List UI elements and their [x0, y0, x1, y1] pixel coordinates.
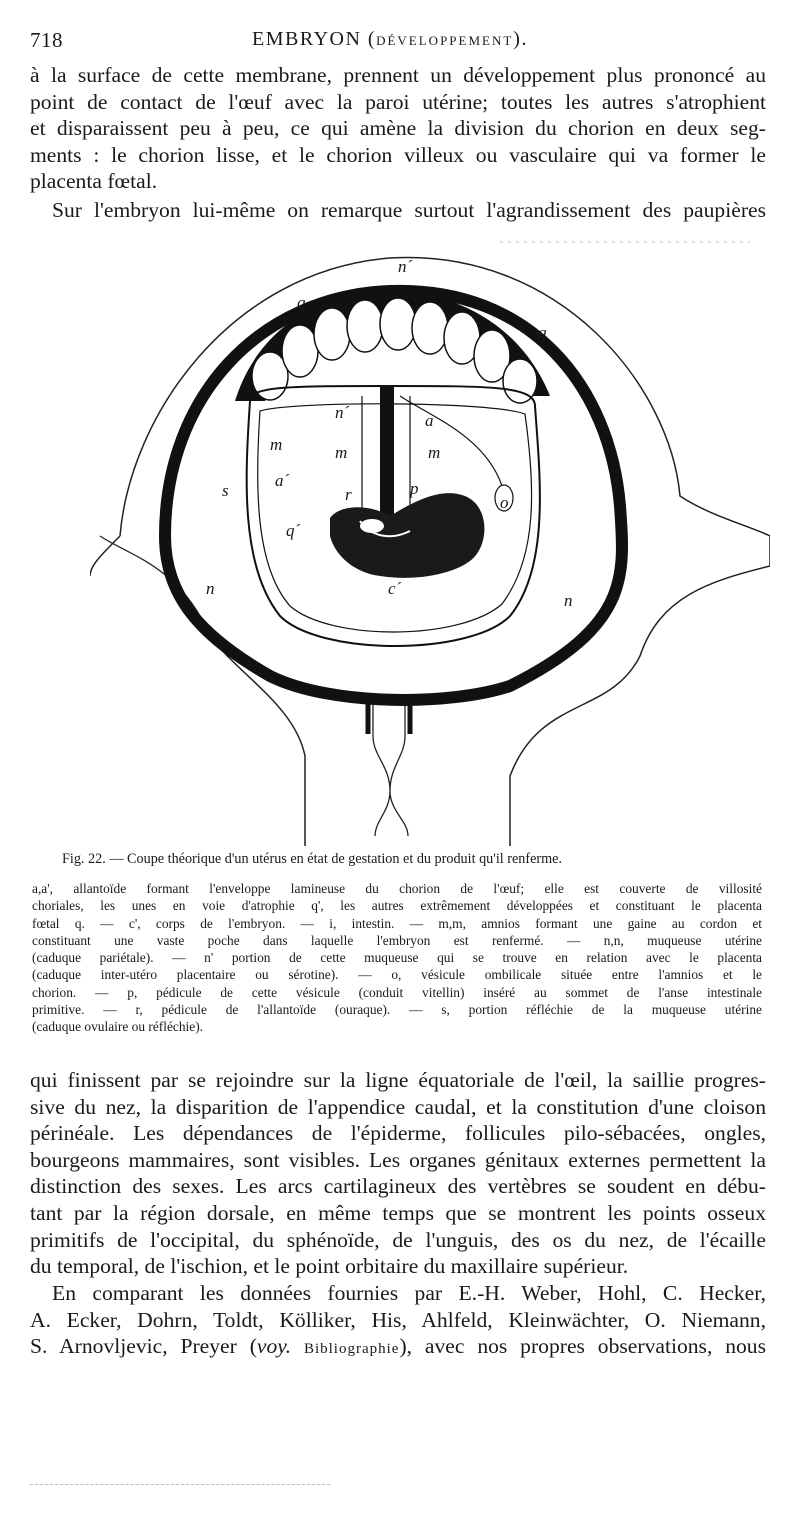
- text-line: tant par la région dorsale, en même temps que se montrent les points osseux: [30, 1200, 766, 1225]
- text-fragment: S. Arnovljevic, Preyer (: [30, 1334, 257, 1359]
- vitelline-duct: [400, 396, 502, 486]
- figure-caption-text: — Coupe théorique d'un utérus en état de gestation et du produit qu'il renferme.: [109, 851, 562, 867]
- page-number: 718: [30, 28, 63, 52]
- umbilical-cord: [380, 386, 394, 526]
- label-q-right: q: [538, 323, 547, 342]
- label-n-prime-mid: n´: [335, 403, 350, 422]
- text-line: qui finissent par se rejoindre sur la ligne équatoriale de l'œil, la saillie progres-: [30, 1068, 766, 1092]
- legend-line: (caduque inter-utéro placentaire ou sérotine). — o, vésicule ombilicale située entre l'amnios et le: [32, 967, 762, 983]
- top-paragraph: [30, 62, 766, 195]
- label-a: a: [425, 411, 434, 430]
- running-title: [252, 28, 528, 51]
- running-title-end: ).: [513, 28, 528, 50]
- label-q-left: q: [297, 293, 306, 312]
- embryo-loop: [360, 519, 384, 533]
- text-line: primitifs de l'occipital, du sphénoïde, de l'unguis, des os du nez, de l'écaille: [30, 1227, 766, 1252]
- figure-number: Fig. 22.: [62, 851, 106, 867]
- text-line: sive du nez, la disparition de l'appendice caudal, et la constitution d'une cloison: [30, 1094, 766, 1119]
- text-fragment: ), avec nos propres observations, nous: [399, 1334, 767, 1359]
- legend-line: choriales, les unes en voie d'atrophie q', les autres extrêmement développées et constituant le placenta: [32, 898, 762, 914]
- text-line: point de contact de l'œuf avec la paroi utérine; toutes les autres s'atrophient: [30, 89, 766, 114]
- embryo-body: [330, 493, 484, 578]
- scan-artifact-footer: [30, 1484, 330, 1487]
- text-line: A. Ecker, Dohrn, Toldt, Kölliker, His, Ahlfeld, Kleinwächter, O. Niemann,: [30, 1307, 766, 1332]
- text-line: à la surface de cette membrane, prennent un développement plus prononcé au: [30, 63, 766, 87]
- label-s: s: [222, 481, 229, 500]
- text-line: En comparant les données fournies par E.-H. Weber, Hohl, C. Hecker,: [52, 1281, 766, 1305]
- legend-line: (caduque ovulaire ou réfléchie).: [32, 1019, 204, 1035]
- voy-abbrev: voy.: [256, 1334, 292, 1359]
- figure-legend: [32, 880, 762, 1036]
- text-line: placenta fœtal.: [30, 169, 158, 194]
- legend-line: fœtal q. — c', corps de l'embryon. — i, intestin. — m,m, amnios formant une gaine au cordon et: [32, 915, 762, 931]
- legend-line: chorion. — p, pédicule de cette vésicule (conduit vitellin) inséré au sommet de l'anse intestinale: [32, 984, 762, 1000]
- label-c-prime: c´: [388, 579, 402, 598]
- bibliographie-link: Bibliographie: [303, 1341, 400, 1358]
- text-line: et disparaissent peu à peu, ce qui amène la division du chorion en deux seg-: [30, 116, 766, 141]
- text-line: [30, 1333, 766, 1363]
- second-paragraph: [30, 197, 766, 224]
- text-line: ments : le chorion lisse, et le chorion villeux ou vasculaire qui va former le: [30, 142, 766, 167]
- text-line: Sur l'embryon lui-même on remarque surtout l'agrandissement des paupières: [52, 198, 766, 222]
- label-p: p: [410, 479, 419, 498]
- label-o: o: [500, 493, 509, 512]
- legend-line: constituant une vaste poche dans laquelle l'embryon est renfermé. — n,n, muqueuse utérine: [32, 932, 762, 948]
- bottom-paragraph: [30, 1067, 766, 1280]
- label-a-prime: a´: [275, 471, 290, 490]
- text-line: bourgeons mammaires, sont visibles. Les organes génitaux externes permettent la: [30, 1147, 766, 1172]
- label-n-prime-top: n´: [398, 257, 413, 276]
- legend-line: primitive. — r, pédicule de l'allantoïde (ouraque). — s, portion réfléchie de la muqueuse utérine: [32, 1002, 762, 1018]
- cervix: [373, 696, 408, 836]
- label-q-prime: q´: [286, 521, 301, 540]
- label-i: i: [400, 517, 405, 536]
- running-title-main: EMBRYON (: [252, 28, 377, 50]
- text-line: périnéale. Les dépendances de l'épiderme, follicules pilo-sébacées, ongles,: [30, 1121, 766, 1146]
- legend-line: a,a', allantoïde formant l'enveloppe lamineuse du chorion de l'œuf; elle est couverte de villosité: [32, 881, 762, 896]
- label-n-right: n: [564, 591, 573, 610]
- label-m-left: m: [270, 435, 283, 454]
- figure-caption: [62, 851, 762, 868]
- last-paragraph: [30, 1280, 766, 1363]
- running-title-smallcaps: DÉVELOPPEMENT: [376, 33, 514, 48]
- label-r: r: [345, 485, 352, 504]
- label-m-mid: m: [335, 443, 348, 462]
- legend-line: (caduque pariétale). — n' portion de cette muqueuse qui se trouve en relation avec le placenta: [32, 950, 762, 966]
- text-line: distinction des sexes. Les arcs cartilagineux des vertèbres se soudent en débu-: [30, 1174, 766, 1199]
- label-n-left: n: [206, 579, 215, 598]
- running-header: [30, 28, 760, 58]
- uterus-section-figure: [90, 236, 770, 846]
- label-m-right: m: [428, 443, 441, 462]
- text-line: du temporal, de l'ischion, et le point orbitaire du maxillaire supérieur.: [30, 1254, 629, 1279]
